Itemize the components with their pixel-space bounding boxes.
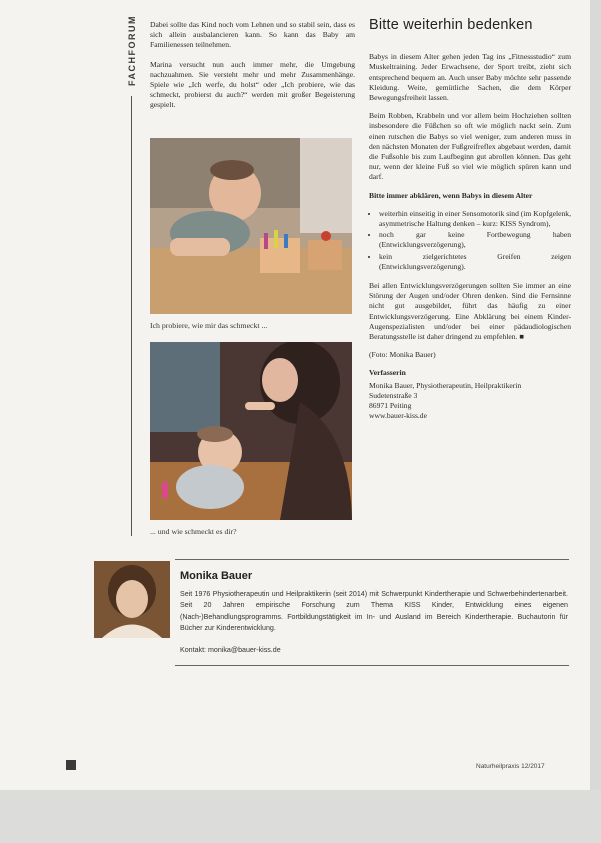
checklist-title: Bitte immer abklären, wenn Babys in diesem Alter: [369, 190, 533, 200]
bio-name: Monika Bauer: [180, 570, 253, 582]
journal-footer: Naturheilpraxis 12/2017: [476, 763, 545, 770]
photo-baby-crawling: [150, 138, 352, 314]
end-mark: ■: [519, 332, 524, 342]
right-paragraph-3: [369, 281, 571, 342]
author-website-link[interactable]: www.bauer-kiss.de: [369, 411, 427, 421]
checklist-item: • noch gar keine Fortbewegung haben (Entwicklungsverzögerung),: [379, 230, 571, 250]
section-tab: [125, 14, 139, 94]
avatar-illustration: [94, 561, 170, 638]
bio-contact-email[interactable]: Kontakt: monika@bauer-kiss.de: [180, 646, 281, 654]
author-avatar: [94, 561, 170, 638]
checklist-item: • kein zielgerichtetes Greifen zeigen (Entwicklungsverzögerung).: [379, 252, 571, 272]
author-line: Sudetenstraße 3: [369, 390, 418, 400]
bio-rule-top: [175, 559, 569, 560]
right-paragraph-2: Beim Robben, Krabbeln und vor allem beim Hochziehen sollten insbesondere die Füßchen so oft wie möglich nackt sein. Zum einen rutschen die Babys so viel weniger, zum anderen muss in den nächsten Monaten der Fußgreifreflex abgebaut werden, damit die Fußsohle bis zum Laufbeginn gut abrollen können. Das geht nur, wenn der kleine Fuß so viel wie möglich spüren kann und darf.: [369, 111, 571, 182]
author-heading: Verfasserin: [369, 368, 406, 378]
bio-text: Seit 1976 Physiotherapeutin und Heilpraktikerin (seit 2014) mit Schwerpunkt Kindertherapie und Schwerbehindertenarbeit. Seit 20 Jahren empirische Forschung zum Thema KISS Kinder, Entwicklung eines eigenen (Nach-)Behandlungsprogramms. Fortbildungstätigkeit im In- und Ausland im Bereich Kindertherapie. Buchautorin für Bücher zur Kinderentwicklung.: [180, 590, 568, 632]
right-column: [369, 17, 571, 422]
photo2-caption: ... und wie schmeckt es dir?: [150, 527, 237, 536]
box-heading: Bitte weiterhin bedenken: [369, 17, 533, 33]
photo-credit: (Foto: Monika Bauer): [369, 350, 436, 360]
vertical-divider: [131, 96, 132, 536]
left-paragraph-1: Dabei sollte das Kind noch vom Lehnen und so stabil sein, dass es sich allein ausbalancieren kann. So kann das Baby am Familienessen teilnehmen.: [150, 20, 355, 50]
photo1-caption: Ich probiere, wie mir das schmeckt ...: [150, 321, 268, 330]
scan-background: [0, 790, 601, 843]
left-column: [150, 20, 355, 120]
mother-baby-photo-illustration: [150, 342, 352, 520]
right-paragraph-3-text: Bei allen Entwicklungsverzögerungen sollten Sie immer an eine Störung der Augen und/oder Ohren denken. Sind die Fernsinne nicht gut ausgebildet, führt das häufig zu einer Entwicklungsverzögerung. Eine Abklärung bei einem Kinder-Augenspezialisten und/oder bei einer pädaudiologischen Beratungsstelle ist daher dringend zu empfehlen.: [369, 281, 571, 342]
author-address: [369, 381, 571, 422]
bio-rule-bottom: [175, 665, 569, 666]
page-number-marker: [66, 760, 76, 770]
author-line: 86971 Peiting: [369, 401, 412, 411]
checklist: [369, 209, 571, 272]
photo-mother-baby: [150, 342, 352, 520]
baby-photo-illustration: [150, 138, 352, 314]
author-line: Monika Bauer, Physiotherapeutin, Heilpraktikerin: [369, 380, 522, 390]
right-paragraph-1: Babys in diesem Alter gehen jeden Tag ins „Fitnessstudio“ zum Muskeltraining. Jeder Erwachsene, der Sport treibt, zieht sich entsprechend bequem an. Auch unser Baby möchte sehr passende Kleidung. Weite, gemütliche Sachen, die dem Körper Bewegungsfreiheit lassen.: [369, 52, 571, 103]
section-tab-label: FACHFORUM: [127, 15, 137, 86]
left-paragraph-2: Marina versucht nun auch immer mehr, die Umgebung nachzuahmen. Sie versteht mehr und mehr Zusammenhänge. Spiele wie „Ich werfe, du holst“ oder „Ich probiere, wie das schmeckt, probierst du auch?“ werden mit großer Begeisterung gespielt.: [150, 59, 355, 110]
checklist-item: • weiterhin einseitig in einer Sensomotorik sind (im Kopfgelenk, asymmetrische Haltung denken – kurz: KISS Syndrom),: [379, 209, 571, 229]
